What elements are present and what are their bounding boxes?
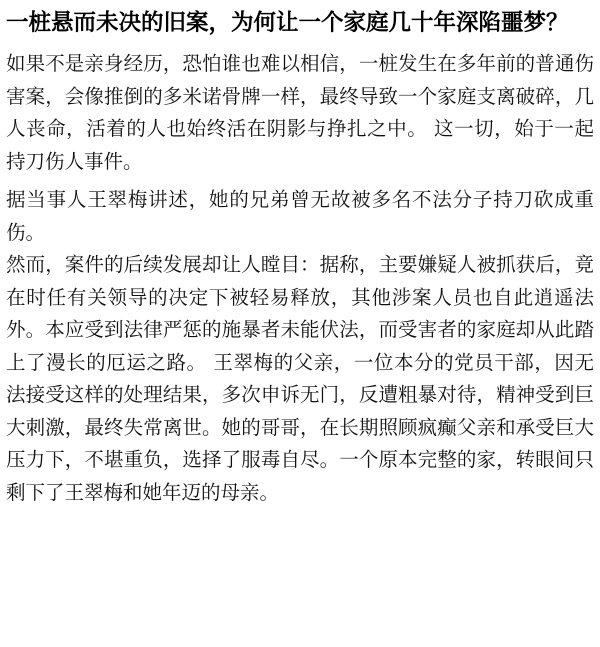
- paragraph-account: 据当事人王翠梅讲述，她的兄弟曾无故被多名不法分子持刀砍成重伤。: [6, 188, 594, 244]
- paragraph-intro: 如果不是亲身经历，恐怕谁也难以相信，一桩发生在多年前的普通伤害案，会像推倒的多米诺骨牌一样，最终导致一个家庭支离破碎，几人丧命，活着的人也始终活在阴影与挣扎之中。 这一切，始于一起持刀伤人事件。: [6, 52, 594, 173]
- paragraph-aftermath: 然而，案件的后续发展却让人瞠目：据称，主要嫌疑人被抓获后，竟在时任有关领导的决定下被轻易释放，其他涉案人员也自此逍遥法外。本应受到法律严惩的施暴者未能伏法，而受害者的家庭却从此踏上了漫长的厄运之路。 王翠梅的父亲，一位本分的党员干部，因无法接受这样的处理结果，多次申诉无门，反遭粗暴对待，精神受到巨大刺激，最终失常离世。她的哥哥，在长期照顾疯癫父亲和承受巨大压力下，不堪重负，选择了服毒自尽。一个原本完整的家，转眼间只剩下了王翠梅和她年迈的母亲。: [6, 253, 594, 504]
- article-title: 一桩悬而未决的旧案，为何让一个家庭几十年深陷噩梦？: [6, 10, 569, 36]
